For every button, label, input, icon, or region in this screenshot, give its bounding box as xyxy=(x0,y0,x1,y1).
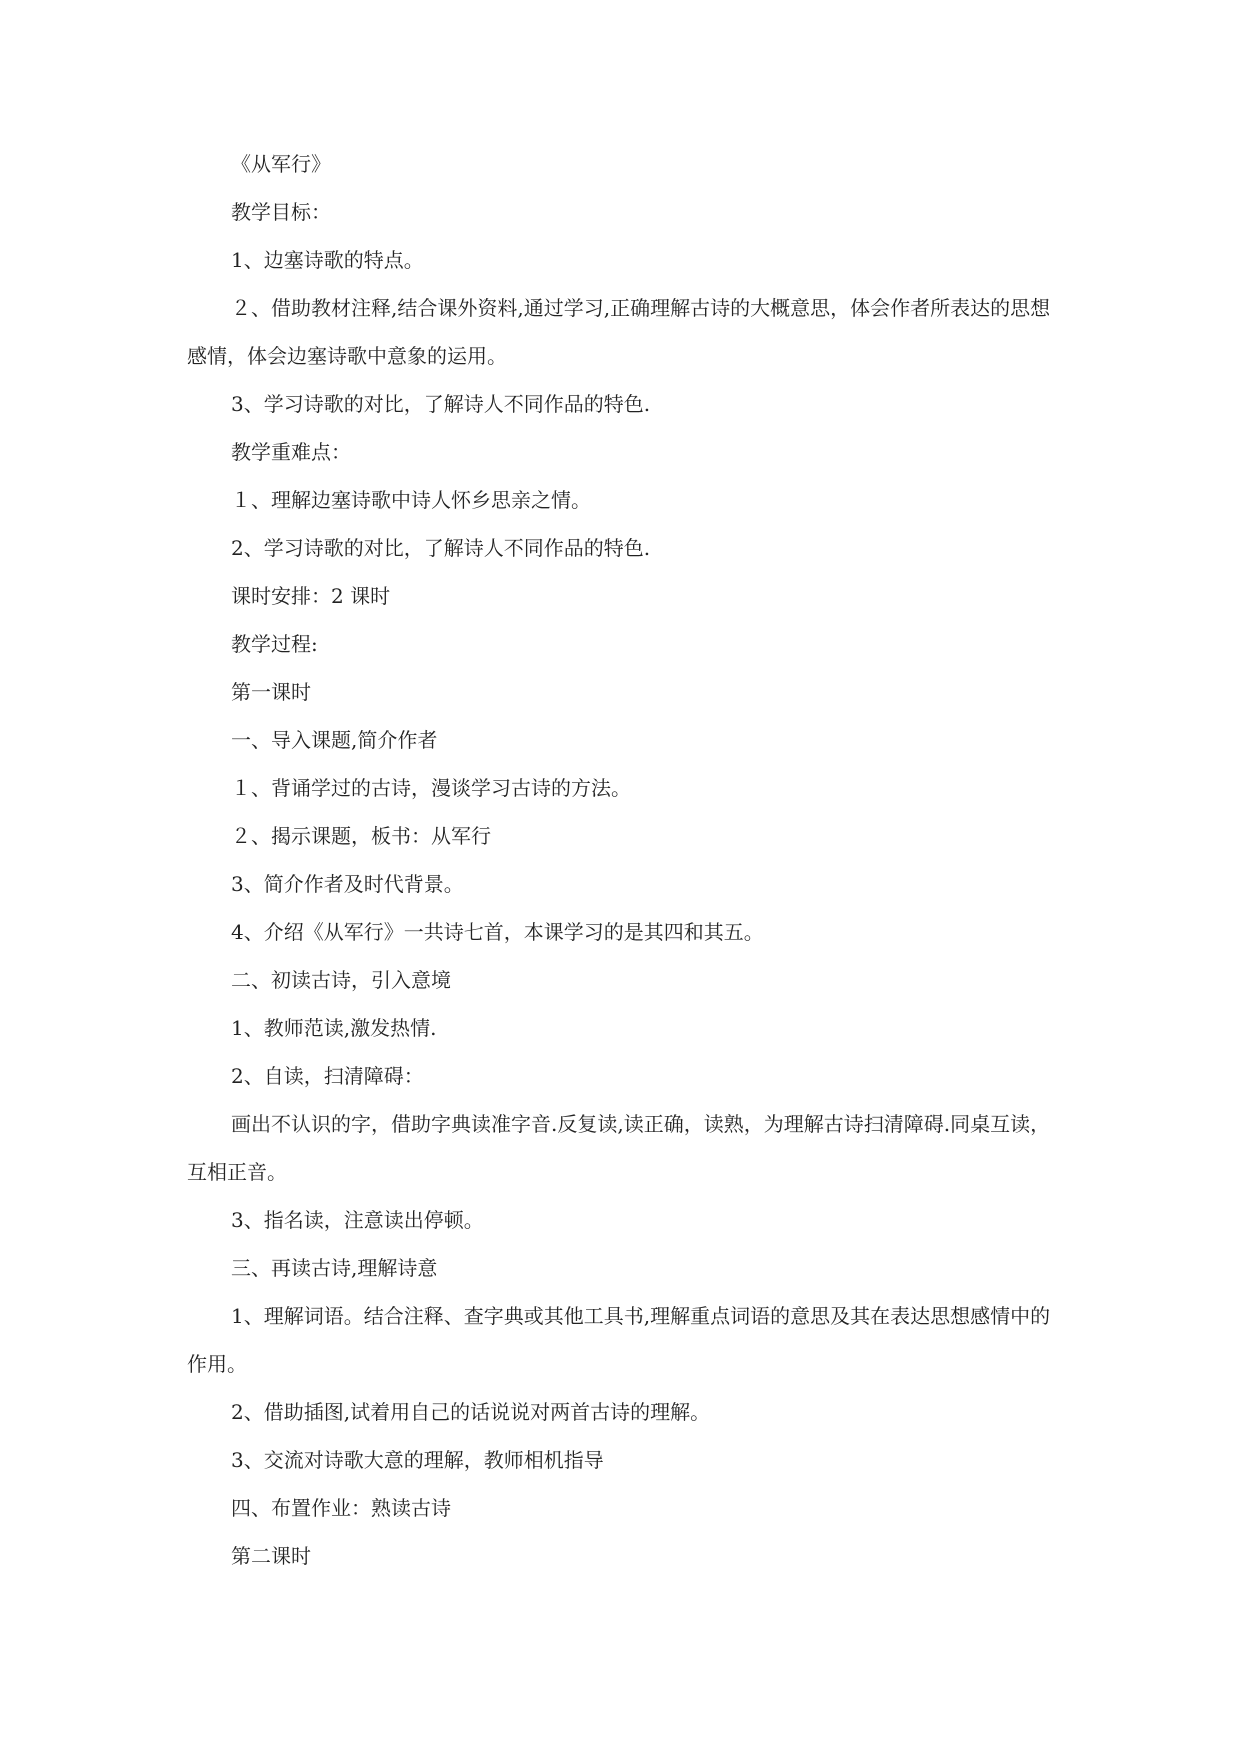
section-2-heading: 二、初读古诗，引入意境 xyxy=(231,968,451,992)
key-point-2: 2、学习诗歌的对比，了解诗人不同作品的特色. xyxy=(231,536,651,560)
objective-3: 3、学习诗歌的对比，了解诗人不同作品的特色. xyxy=(231,392,651,416)
document-title: 《从军行》 xyxy=(231,152,331,176)
section-1-item-2: ２、揭示课题，板书：从军行 xyxy=(231,824,491,848)
section-1-item-1: １、背诵学过的古诗，漫谈学习古诗的方法。 xyxy=(231,776,631,800)
lesson-1-heading: 第一课时 xyxy=(231,680,311,704)
key-point-1: １、理解边塞诗歌中诗人怀乡思亲之情。 xyxy=(231,488,591,512)
section-2-item-3: 3、指名读，注意读出停顿。 xyxy=(231,1208,484,1232)
section-4-heading: 四、布置作业：熟读古诗 xyxy=(231,1496,451,1520)
section-3-item-1: 1、理解词语。结合注释、查字典或其他工具书,理解重点词语的意思及其在表达思想感情中的作用。 xyxy=(187,1304,1051,1376)
section-3-item-2: 2、借助插图,试着用自己的话说说对两首古诗的理解。 xyxy=(231,1400,711,1424)
section-3-heading: 三、再读古诗,理解诗意 xyxy=(231,1256,438,1280)
section-2-item-2: 2、自读，扫清障碍： xyxy=(231,1064,424,1088)
section-1-item-4: 4、介绍《从军行》一共诗七首，本课学习的是其四和其五。 xyxy=(231,920,764,944)
key-points-heading: 教学重难点： xyxy=(231,440,351,464)
section-2-item-1: 1、教师范读,激发热情. xyxy=(231,1016,437,1040)
schedule: 课时安排：2 课时 xyxy=(231,584,391,608)
section-3-item-3: 3、交流对诗歌大意的理解，教师相机指导 xyxy=(231,1448,604,1472)
objectives-heading: 教学目标： xyxy=(231,200,331,224)
section-2-paragraph: 画出不认识的字，借助字典读准字音.反复读,读正确，读熟，为理解古诗扫清障碍.同桌互读，互相正音。 xyxy=(187,1112,1051,1184)
objective-1: 1、边塞诗歌的特点。 xyxy=(231,248,424,272)
section-1-item-3: 3、简介作者及时代背景。 xyxy=(231,872,464,896)
document-body xyxy=(187,140,1055,1580)
objective-2: ２、借助教材注释,结合课外资料,通过学习,正确理解古诗的大概意思，体会作者所表达的思想感情，体会边塞诗歌中意象的运用。 xyxy=(187,296,1051,368)
section-1-heading: 一、导入课题,简介作者 xyxy=(231,728,438,752)
process-heading: 教学过程: xyxy=(231,632,318,656)
lesson-2-heading: 第二课时 xyxy=(231,1544,311,1568)
